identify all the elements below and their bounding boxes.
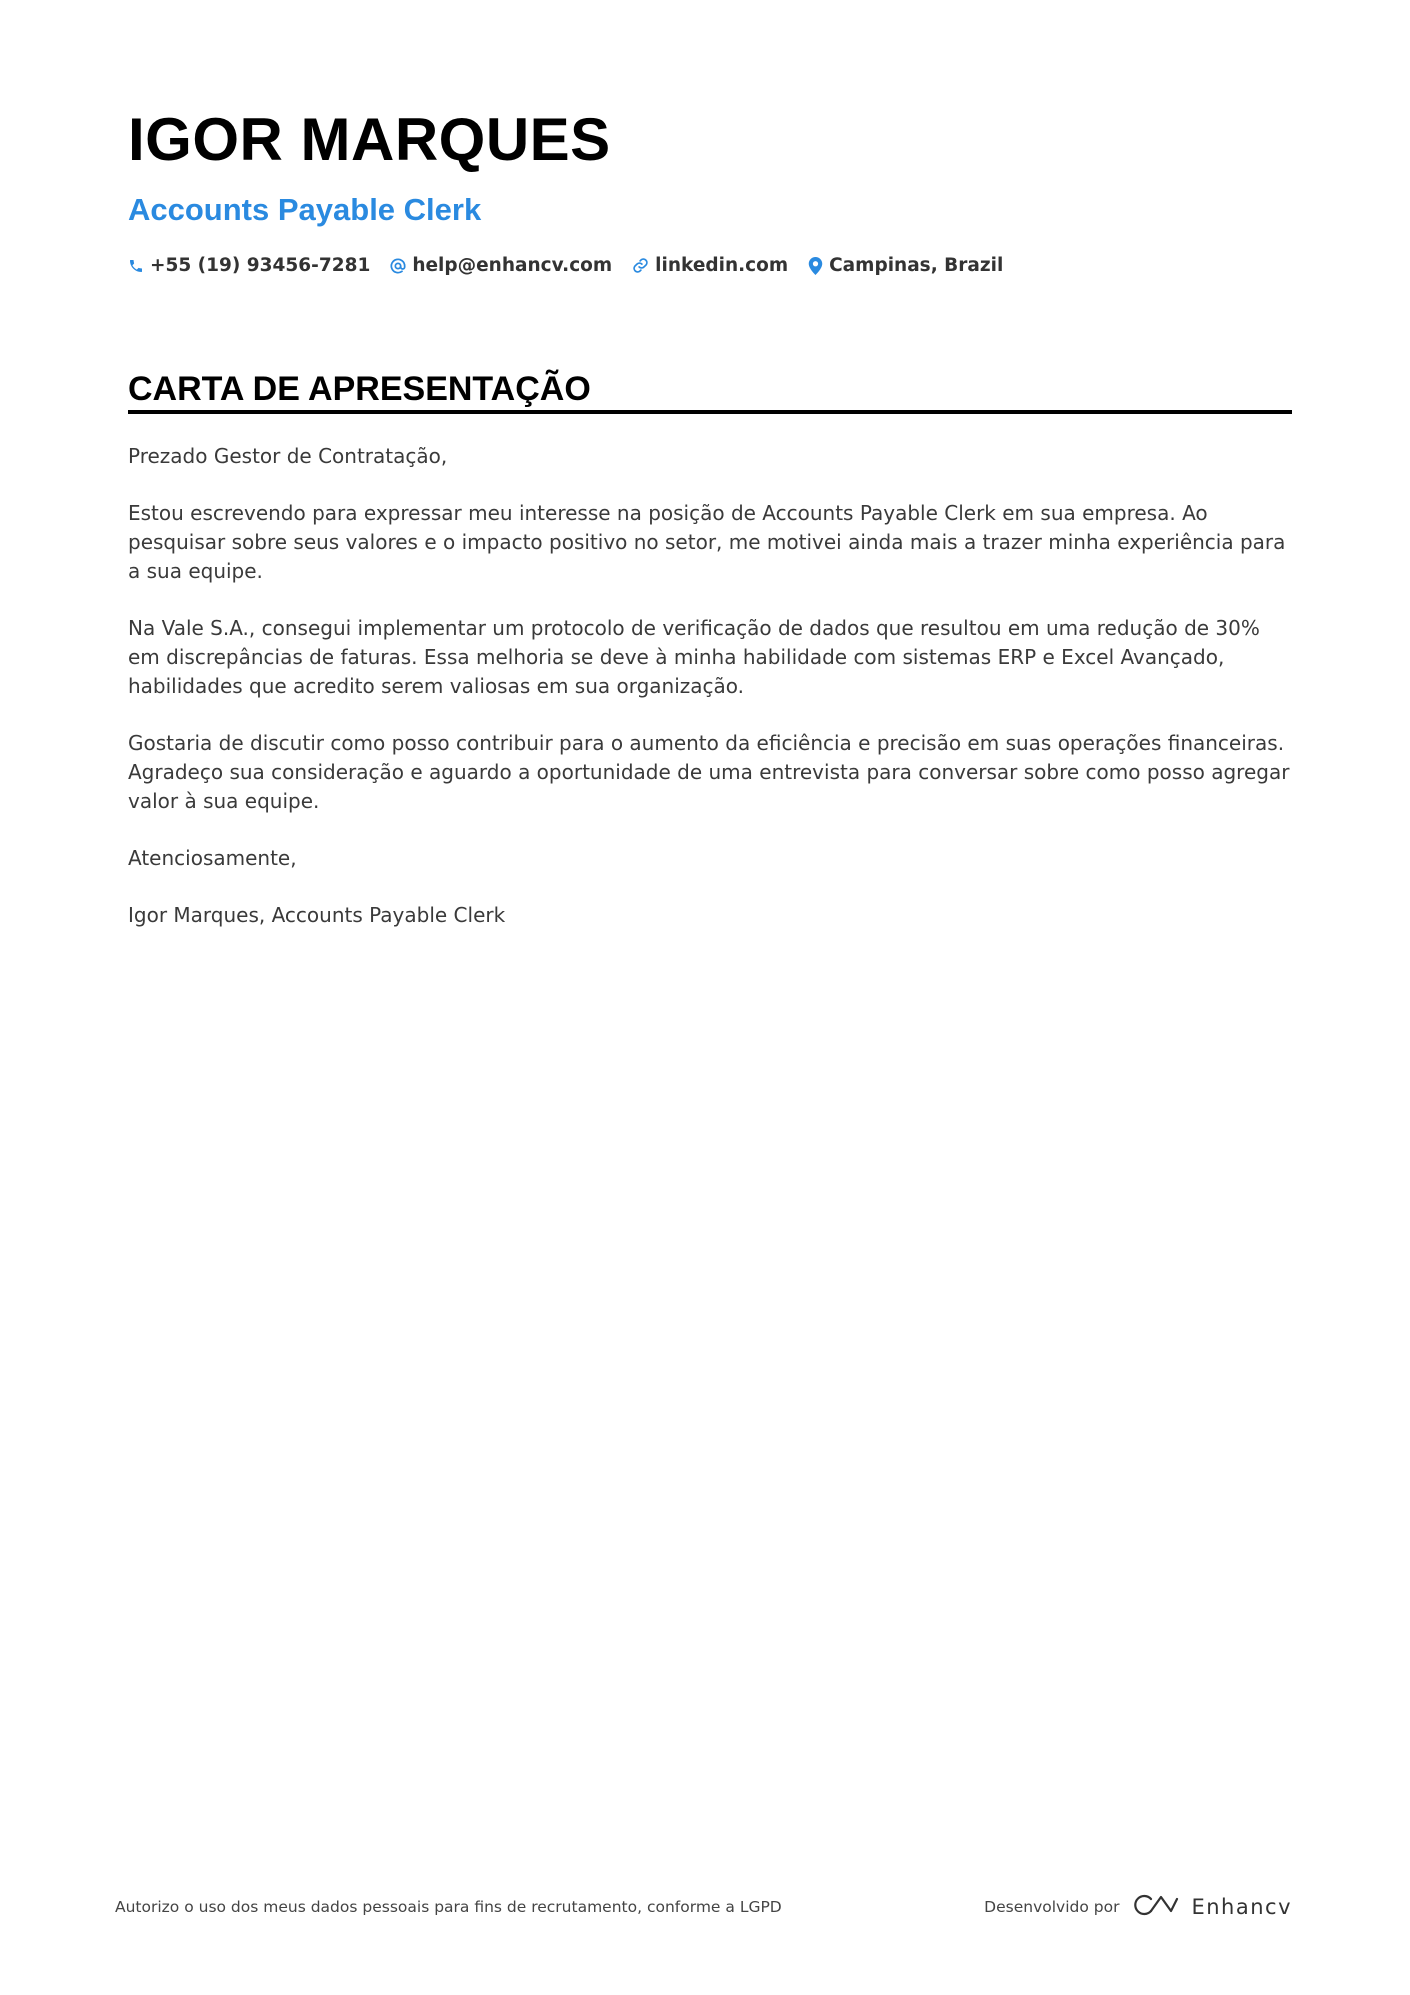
- section-title: CARTA DE APRESENTAÇÃO: [128, 370, 591, 408]
- at-icon: [390, 258, 406, 274]
- footer-brand-name: Enhancv: [1191, 1895, 1292, 1919]
- contact-linkedin[interactable]: [632, 255, 788, 276]
- contact-email-text[interactable]: help@enhancv.com: [412, 255, 613, 276]
- contact-email[interactable]: [390, 255, 612, 276]
- candidate-role: Accounts Payable Clerk: [128, 192, 482, 227]
- contact-location: [808, 255, 1003, 276]
- contact-location-text: Campinas, Brazil: [829, 255, 1004, 276]
- footer-powered-by: Desenvolvido por: [984, 1898, 1120, 1916]
- section-divider: [128, 410, 1292, 414]
- letter-paragraph: Estou escrevendo para expressar meu interesse na posição de Accounts Payable Clerk em sua empresa. Ao pesquisar sobre seus valores e o impacto positivo no setor, me motivei ainda mais a trazer minha experiência para a sua equipe.: [128, 501, 1286, 583]
- letter-body: [128, 442, 1292, 958]
- contact-bar: [128, 255, 1003, 276]
- letter-signature: Igor Marques, Accounts Payable Clerk: [128, 903, 506, 927]
- phone-icon: [128, 258, 144, 274]
- enhancv-logo-icon: [1131, 1892, 1179, 1922]
- footer-brand[interactable]: [984, 1892, 1292, 1922]
- letter-paragraph: Gostaria de discutir como posso contribuir para o aumento da eficiência e precisão em suas operações financeiras. Agradeço sua consideração e aguardo a oportunidade de uma entrevista para conversar sobre como posso agregar valor à sua equipe.: [128, 731, 1290, 813]
- link-icon: [632, 257, 649, 274]
- letter-greeting: Prezado Gestor de Contratação,: [128, 444, 448, 468]
- letter-closing: Atenciosamente,: [128, 846, 297, 870]
- footer-consent-text: Autorizo o uso dos meus dados pessoais para fins de recrutamento, conforme a LGPD: [115, 1898, 782, 1916]
- candidate-name: IGOR MARQUES: [128, 106, 611, 173]
- contact-phone: [128, 255, 370, 276]
- contact-phone-text: +55 (19) 93456-7281: [150, 255, 371, 276]
- location-pin-icon: [808, 257, 823, 275]
- letter-paragraph: Na Vale S.A., consegui implementar um protocolo de verificação de dados que resultou em uma redução de 30% em discrepâncias de faturas. Essa melhoria se deve à minha habilidade com sistemas ERP e Excel Avançado, habilidades que acredito serem valiosas em sua organização.: [128, 616, 1260, 698]
- contact-linkedin-text[interactable]: linkedin.com: [655, 255, 789, 276]
